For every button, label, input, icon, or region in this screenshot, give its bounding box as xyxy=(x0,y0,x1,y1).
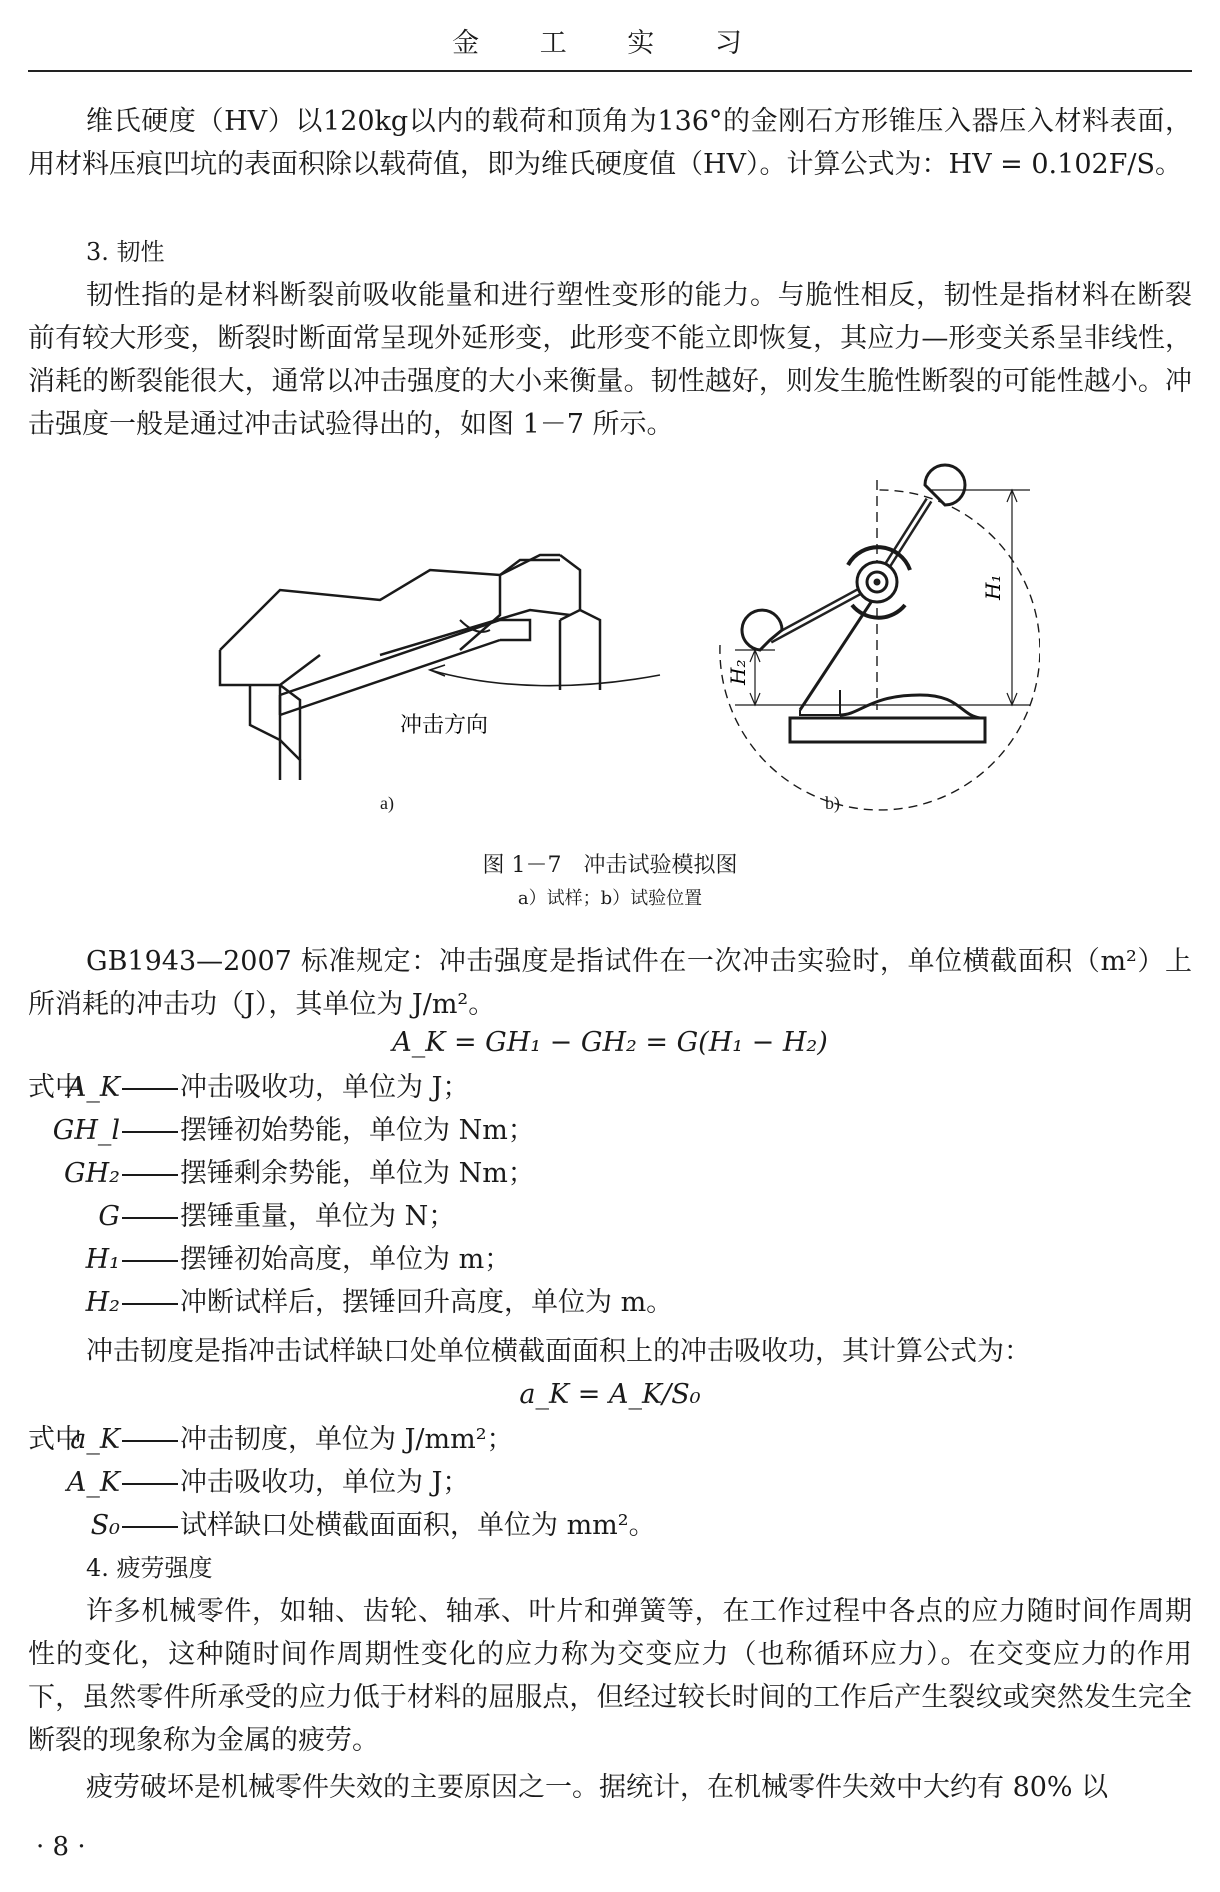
figure-subcaption: a）试样；b）试验位置 xyxy=(517,888,703,909)
paragraph-gb-standard: GB1943—2007 标准规定：冲击强度是指试件在一次冲击实验时，单位横截面积（m²）上所消耗的冲击功（J），其单位为 J/m²。 xyxy=(28,946,1192,1020)
running-header: 金 工 实 习 xyxy=(28,24,1192,72)
variable-symbol: a_K xyxy=(70,1424,120,1455)
formula-impact-energy: A_K = GH₁ − GH₂ = G(H₁ − H₂) xyxy=(392,1027,828,1058)
em-dash-separator xyxy=(122,1483,178,1485)
variable-row xyxy=(40,1463,469,1503)
paragraph-fatigue-failure: 疲劳破坏是机械零件失效的主要原因之一。据统计，在机械零件失效中大约有 80% 以 xyxy=(86,1772,1109,1803)
h2-label: H₂ xyxy=(726,659,750,685)
variable-row xyxy=(40,1506,656,1546)
impact-direction-label: 冲击方向 xyxy=(400,713,489,738)
figure-label-b: b) xyxy=(825,793,840,813)
variable-row xyxy=(40,1283,673,1323)
section-heading-toughness: 3. 韧性 xyxy=(86,238,165,266)
variable-symbol: A_K xyxy=(66,1467,120,1498)
formula1-lead: 式中 xyxy=(28,1072,82,1103)
figure-label-a: a) xyxy=(380,793,394,813)
figure-impact-test xyxy=(200,460,1040,820)
variable-symbol: GH_l xyxy=(52,1115,120,1146)
em-dash-separator xyxy=(122,1526,178,1528)
variable-symbol: H₂ xyxy=(85,1287,120,1318)
paragraph-impact-toughness: 冲击韧度是指冲击试样缺口处单位横截面面积上的冲击吸收功，其计算公式为： xyxy=(86,1336,1031,1367)
em-dash-separator xyxy=(122,1174,178,1176)
variable-description: 摆锤初始高度，单位为 m； xyxy=(180,1244,512,1275)
variable-row xyxy=(40,1240,511,1280)
em-dash-separator xyxy=(122,1260,178,1262)
variable-description: 冲击吸收功，单位为 J； xyxy=(180,1467,470,1498)
paragraph-vickers: 维氏硬度（HV）以120kg以内的载荷和顶角为136°的金刚石方形锥压入器压入材料表面，用材料压痕凹坑的表面积除以载荷值，即为维氏硬度值（HV）。计算公式为：HV = 0.102F/S。 xyxy=(28,106,1192,180)
variable-description: 冲断试样后，摆锤回升高度，单位为 m。 xyxy=(180,1287,674,1318)
specimen-diagram xyxy=(220,555,660,780)
variable-row xyxy=(40,1068,469,1108)
variable-description: 冲击韧度，单位为 J/mm²； xyxy=(180,1424,514,1455)
variable-symbol: S₀ xyxy=(90,1510,120,1541)
em-dash-separator xyxy=(122,1440,178,1442)
variable-description: 冲击吸收功，单位为 J； xyxy=(180,1072,470,1103)
variable-description: 摆锤剩余势能，单位为 Nm； xyxy=(180,1158,535,1189)
formula-impact-toughness: a_K = A_K/S₀ xyxy=(519,1379,701,1410)
variable-row xyxy=(40,1197,455,1237)
variable-row xyxy=(40,1111,535,1151)
paragraph-fatigue: 许多机械零件，如轴、齿轮、轴承、叶片和弹簧等，在工作过程中各点的应力随时间作周期性的变化，这种随时间作周期性变化的应力称为交变应力（也称循环应力）。在交变应力的作用下，虽然零件所承受的应力低于材料的屈服点，但经过较长时间的工作后产生裂纹或突然发生完全断裂的现象称为金属的疲劳。 xyxy=(28,1596,1192,1756)
figure-caption: 图 1－7 冲击试验模拟图 xyxy=(482,853,738,878)
page-number: · 8 · xyxy=(36,1832,86,1862)
em-dash-separator xyxy=(122,1217,178,1219)
em-dash-separator xyxy=(122,1088,178,1090)
formula2-lead: 式中 xyxy=(28,1424,82,1455)
h1-label: H₁ xyxy=(981,574,1005,600)
variable-description: 试样缺口处横截面面积，单位为 mm²。 xyxy=(180,1510,656,1541)
em-dash-separator xyxy=(122,1303,178,1305)
section-heading-fatigue: 4. 疲劳强度 xyxy=(86,1554,213,1582)
variable-symbol: GH₂ xyxy=(64,1158,120,1189)
paragraph-toughness: 韧性指的是材料断裂前吸收能量和进行塑性变形的能力。与脆性相反，韧性是指材料在断裂前有较大形变，断裂时断面常呈现外延形变，此形变不能立即恢复，其应力—形变关系呈非线性，消耗的断裂能很大，通常以冲击强度的大小来衡量。韧性越好，则发生脆性断裂的可能性越小。冲击强度一般是通过冲击试验得出的，如图 1－7 所示。 xyxy=(28,280,1192,440)
variable-row xyxy=(40,1154,535,1194)
variable-description: 摆锤初始势能，单位为 Nm； xyxy=(180,1115,535,1146)
variable-symbol: G xyxy=(98,1201,120,1232)
pendulum-diagram xyxy=(720,465,1040,810)
variable-symbol: A_K xyxy=(66,1072,120,1103)
variable-row xyxy=(40,1420,514,1460)
em-dash-separator xyxy=(122,1131,178,1133)
variable-symbol: H₁ xyxy=(85,1244,120,1275)
variable-description: 摆锤重量，单位为 N； xyxy=(180,1201,456,1232)
